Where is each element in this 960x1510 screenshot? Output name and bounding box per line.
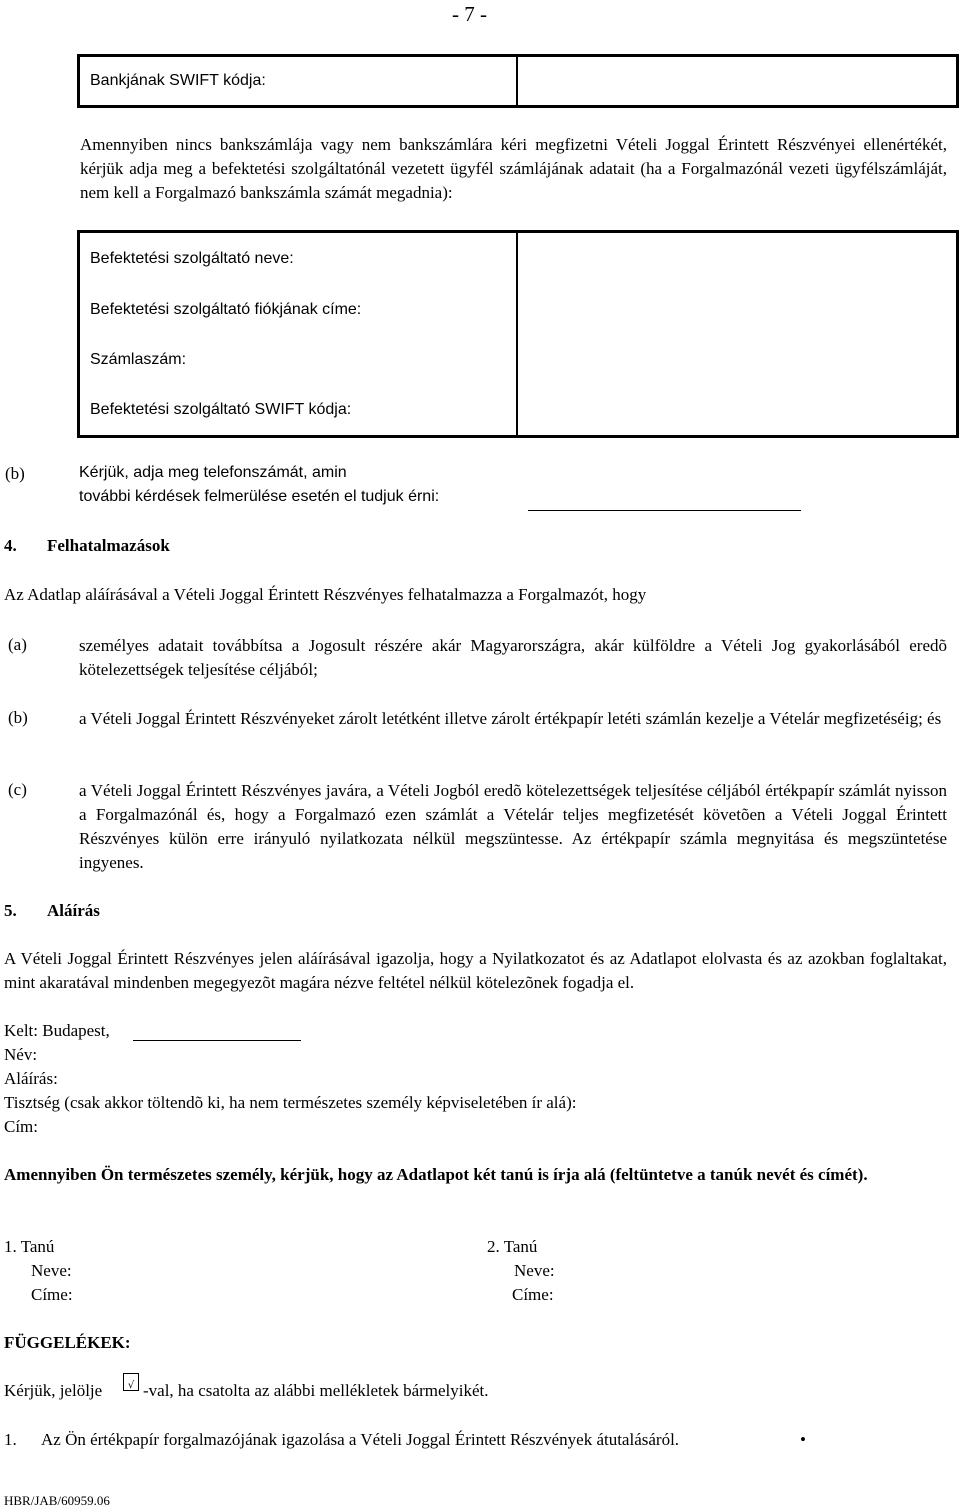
- witness-2-address-label: Címe:: [512, 1285, 554, 1304]
- bank-swift-input[interactable]: [520, 57, 954, 105]
- intro-paragraph: Amennyiben nincs bankszámlája vagy nem bankszámlára kéri megfizetni Vételi Joggal Érintett Részvényei ellenértékét, kérjük adja meg a befektetési szolgáltatónál vezetett ügyfél számlájának adatait (ha a Forgalmazónál vezeti ügyfélszámláját, nem kell a Forgalmazó bankszámla számát megadnia):: [80, 135, 947, 202]
- provider-branch-input[interactable]: [520, 284, 954, 332]
- witness-2-name-label: Neve:: [514, 1261, 555, 1280]
- appendices-instruction-after: -val, ha csatolta az alábbi mellékletek bármelyikét.: [143, 1381, 489, 1400]
- footer-code: HBR/JAB/60959.06: [4, 1493, 110, 1508]
- appendices-heading: FÜGGELÉKEK:: [4, 1333, 131, 1352]
- kelt-date-line[interactable]: [133, 1040, 301, 1041]
- authorization-c-marker: (c): [8, 780, 27, 799]
- authorization-b-text: a Vételi Joggal Érintett Részvényeket zárolt letétként illetve zárolt értékpapír letéti számlán kezelje a Vételár megfizetéséig; és: [79, 709, 942, 728]
- bank-swift-label: Bankjának SWIFT kódja:: [90, 72, 266, 89]
- authorization-b-marker: (b): [8, 708, 28, 727]
- authorization-a-text: személyes adatait továbbítsa a Jogosult részére akár Magyarországra, akár külföldre a Vételi Jog gyakorlásából eredõ kötelezettségek teljesítése céljából;: [79, 636, 947, 679]
- provider-swift-label: Befektetési szolgáltató SWIFT kódja:: [90, 401, 352, 418]
- appendices-instruction-before: Kérjük, jelölje: [4, 1381, 103, 1400]
- nev-label: Név:: [4, 1045, 38, 1064]
- provider-swift-input[interactable]: [520, 384, 954, 434]
- witness-note: Amennyiben Ön természetes személy, kérjük, hogy az Adatlapot két tanú is írja alá (feltüntetve a tanúk nevét és címét).: [4, 1165, 868, 1184]
- appendix-1-number: 1.: [4, 1430, 17, 1449]
- provider-account-label: Számlaszám:: [90, 351, 187, 368]
- check-icon-box: √: [123, 1373, 139, 1391]
- section4-intro: Az Adatlap aláírásával a Vételi Joggal Érintett Részvényes felhatalmazza a Forgalmazót, hogy: [4, 585, 647, 604]
- cim-label: Cím:: [4, 1117, 39, 1136]
- authorization-a-marker: (a): [8, 635, 27, 654]
- kelt-label: Kelt: Budapest,: [4, 1021, 110, 1040]
- witness-1-address-label: Címe:: [31, 1285, 73, 1304]
- section5-title: Aláírás: [47, 901, 100, 920]
- appendix-1-bullet: •: [800, 1430, 806, 1449]
- witness-1-title: 1. Tanú: [4, 1237, 55, 1256]
- phone-line-1: Kérjük, adja meg telefonszámát, amin: [79, 464, 347, 481]
- phone-marker: (b): [5, 464, 25, 483]
- witness-2-title: 2. Tanú: [487, 1237, 538, 1256]
- authorization-c-text: a Vételi Joggal Érintett Részvényes javára, a Vételi Jogból eredõ kötelezettségek teljesítése céljából értékpapír számlát nyisson a Forgalmazónál és, hogy a Forgalmazó ezen számlát a Vételár teljes megfizetését követõen a Vételi Joggal Érintett Részvényes külön erre irányuló nyilatkozata nélkül megszüntesse. Az értékpapír számla megnyitása és megszüntetése ingyenes.: [79, 781, 947, 872]
- section5-number: 5.: [4, 901, 17, 920]
- provider-account-input[interactable]: [520, 334, 954, 382]
- page-number: - 7 -: [452, 2, 487, 26]
- tisztseg-label: Tisztség (csak akkor töltendõ ki, ha nem természetes személy képviseletében ír alá):: [4, 1093, 577, 1112]
- appendix-1-text: Az Ön értékpapír forgalmazójának igazolása a Vételi Joggal Érintett Részvények átutalásáról.: [41, 1430, 680, 1449]
- phone-line-2: további kérdések felmerülése esetén el tudjuk érni:: [79, 488, 440, 505]
- section4-number: 4.: [4, 536, 17, 555]
- bank-swift-divider: [516, 56, 518, 106]
- section5-paragraph: A Vételi Joggal Érintett Részvényes jelen aláírásával igazolja, hogy a Nyilatkozatot és az Adatlapot elolvasta és az azokban foglaltakat, mint akaratával mindenben megegyezõt magára nézve feltétel nélkül kötelezõnek fogadja el.: [4, 949, 947, 992]
- provider-name-input[interactable]: [520, 234, 954, 282]
- phone-input-line[interactable]: [528, 510, 801, 511]
- provider-branch-label: Befektetési szolgáltató fiókjának címe:: [90, 301, 362, 318]
- section4-title: Felhatalmazások: [47, 536, 170, 555]
- alairas-label: Aláírás:: [4, 1069, 58, 1088]
- witness-1-name-label: Neve:: [31, 1261, 72, 1280]
- provider-table-divider: [516, 232, 518, 436]
- provider-name-label: Befektetési szolgáltató neve:: [90, 250, 294, 267]
